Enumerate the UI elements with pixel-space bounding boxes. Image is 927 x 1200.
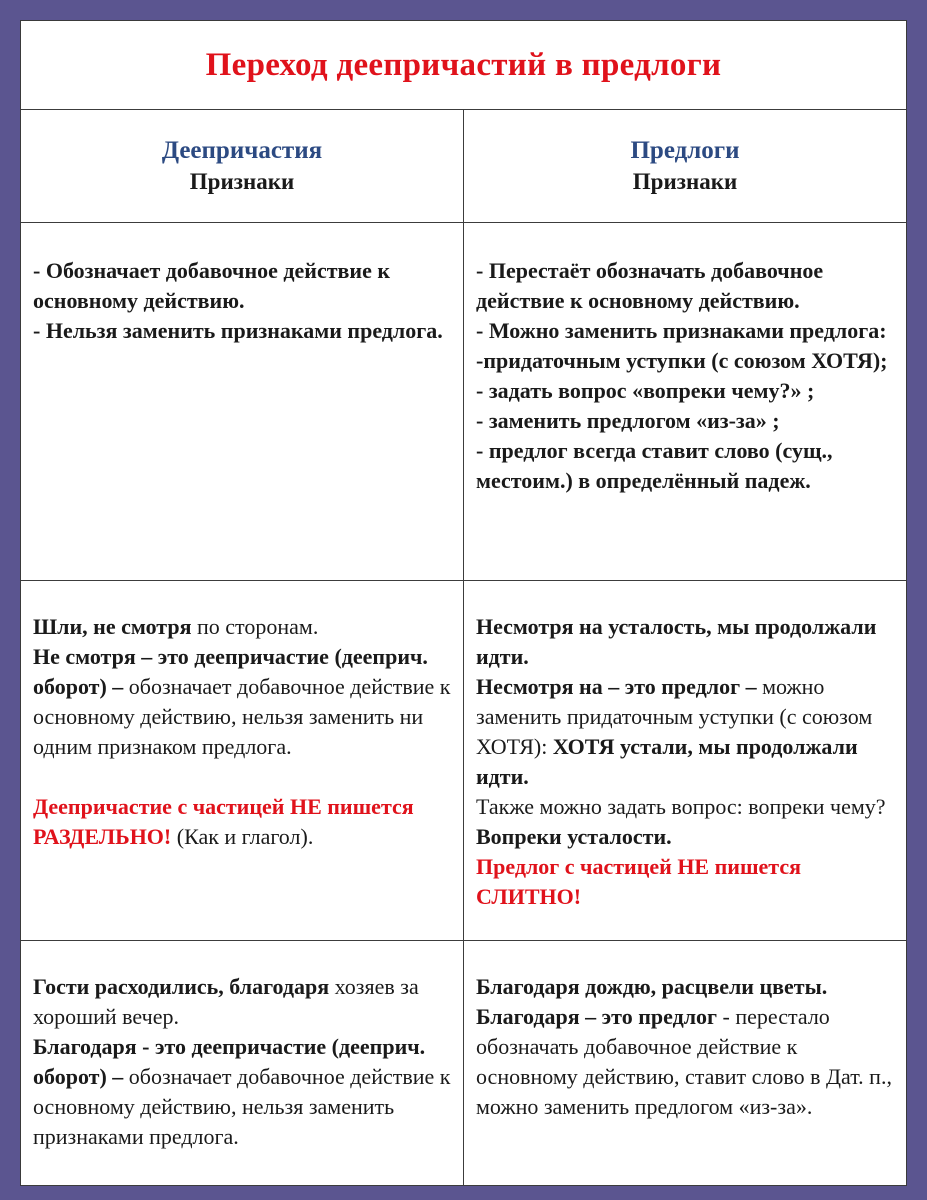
sign-item: - Можно заменить признаками предлога: bbox=[476, 318, 887, 343]
rule-red: Предлог с частицей НЕ пишется СЛИТНО! bbox=[476, 854, 802, 909]
example-text: - перестало обозначать добавочное действие к основному действию, ставит слово в Дат. п., можно заменить предлогом «из-за». bbox=[476, 1004, 892, 1119]
example-bold: Несмотря на – это предлог – bbox=[476, 674, 757, 699]
example-text: обозначает добавочное действие к основному действию, нельзя заменить признаками предлога. bbox=[33, 1064, 451, 1149]
sign-item: - задать вопрос «вопреки чему?» ; bbox=[476, 378, 815, 403]
header-left-sub: Признаки bbox=[189, 169, 295, 194]
sign-item: - предлог всегда ставит слово (сущ., местоим.) в определённый падеж. bbox=[476, 438, 833, 493]
example-question bbox=[476, 792, 896, 852]
header-right-main: Предлоги bbox=[630, 137, 740, 164]
header-right-sub: Признаки bbox=[632, 169, 738, 194]
example-text: Также можно задать вопрос: вопреки чему? bbox=[476, 794, 886, 819]
sign-item: - Перестаёт обозначать добавочное действие к основному действию. bbox=[476, 258, 824, 313]
example1-right-cell bbox=[464, 581, 907, 941]
example2-left-cell bbox=[21, 941, 464, 1186]
rule-note bbox=[33, 792, 453, 852]
rule-red: Деепричастие с частицей НЕ пишется РАЗДЕЛЬНО! bbox=[33, 794, 414, 849]
example-bold: Не смотря – это деепричастие (дееприч. оборот) – bbox=[33, 644, 428, 699]
example-bold: ХОТЯ устали, мы продолжали идти. bbox=[476, 734, 858, 789]
signs-left-cell bbox=[21, 223, 464, 581]
signs-right-cell bbox=[464, 223, 907, 581]
example-bold: Благодаря - это деепричастие (дееприч. оборот) – bbox=[33, 1034, 426, 1089]
example-explanation bbox=[33, 1032, 453, 1152]
page-title: Переход деепричастий в предлоги bbox=[205, 46, 722, 83]
header-left bbox=[21, 110, 464, 223]
header-right bbox=[464, 110, 907, 223]
example-sentence: Несмотря на усталость, мы продолжали идти. bbox=[476, 614, 877, 669]
example-explanation bbox=[33, 642, 453, 762]
example-explanation bbox=[476, 1002, 896, 1122]
example-bold: Гости расходились, благодаря bbox=[33, 974, 330, 999]
example-sentence bbox=[33, 612, 453, 642]
example-bold: Вопреки усталости. bbox=[476, 824, 672, 849]
example-sentence bbox=[33, 972, 453, 1032]
header-left-main: Деепричастия bbox=[161, 137, 323, 164]
example-bold: Шли, не смотря bbox=[33, 614, 192, 639]
example1-left-cell bbox=[21, 581, 464, 941]
comparison-table bbox=[21, 21, 906, 1186]
table-frame bbox=[20, 20, 907, 1186]
title-cell bbox=[21, 21, 906, 110]
example-text: по сторонам. bbox=[191, 614, 319, 639]
example-text: обозначает добавочное действие к основному действию, нельзя заменить ни одним признаком предлога. bbox=[33, 674, 451, 759]
sign-item: -придаточным уступки (с союзом ХОТЯ); bbox=[476, 348, 888, 373]
example-sentence: Благодаря дождю, расцвели цветы. bbox=[476, 974, 828, 999]
example2-right-cell bbox=[464, 941, 907, 1186]
sign-item: - заменить предлогом «из-за» ; bbox=[476, 408, 780, 433]
sign-item: - Обозначает добавочное действие к основному действию. bbox=[33, 258, 391, 313]
example-bold: Благодаря – это предлог bbox=[476, 1004, 718, 1029]
example-explanation bbox=[476, 672, 896, 792]
example-text: можно заменить придаточным уступки (с союзом ХОТЯ): bbox=[476, 674, 873, 759]
example-text: хозяев за хороший вечер. bbox=[33, 974, 419, 1029]
spacer bbox=[33, 762, 453, 792]
sign-item: - Нельзя заменить признаками предлога. bbox=[33, 318, 443, 343]
rule-text: (Как и глагол). bbox=[171, 824, 314, 849]
